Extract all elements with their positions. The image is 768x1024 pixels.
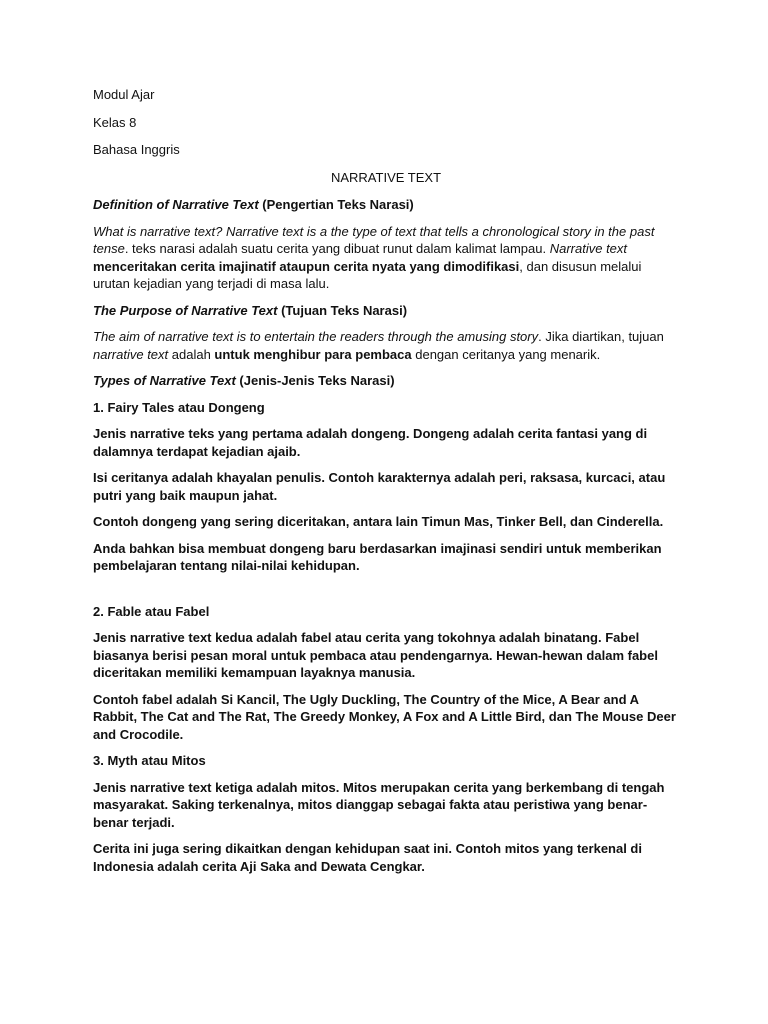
document-title: NARRATIVE TEXT [330,169,442,185]
purpose-bold: untuk menghibur para pembaca [214,346,412,362]
definition-text-en: What is narrative text? Narrative text is a the type of text that tells a chronological story in the past tense [93,223,655,256]
types-heading-id: (Jenis-Jenis Teks Narasi) [235,373,395,388]
purpose-end: dengan ceritanya yang menarik. [411,346,601,362]
fairy-paragraph-3: Contoh dongeng yang sering diceritakan, antara lain Timun Mas, Tinker Bell, dan Cinderella. [93,514,664,529]
fable-heading: 2. Fable atau Fabel [93,603,210,619]
fairy-heading: 1. Fairy Tales atau Dongeng [93,399,265,415]
myth-heading: 3. Myth atau Mitos [93,753,206,768]
myth-paragraph-2: Cerita ini juga sering dikaitkan dengan kehidupan saat ini. Contoh mitos yang terkenal di Indonesia adalah cerita Aji Saka and Dewata Cengkar. [93,841,642,874]
definition-heading [93,196,679,214]
purpose-heading [93,302,679,320]
purpose-term: narrative text [93,346,169,362]
definition-heading-en: Definition of Narrative Text [93,197,259,212]
types-heading [93,372,679,390]
purpose-heading-id: (Tujuan Teks Narasi) [277,302,408,318]
types-heading-en: Types of Narrative Text [93,373,236,388]
fable-paragraph-2: Contoh fabel adalah Si Kancil, The Ugly Duckling, The Country of the Mice, A Bear and A Rabbit, The Cat and The Rat, The Greedy Monkey, A Fox and A Little Bird, dan The Mouse Deer and Crocodile. [93,691,676,742]
definition-end: , dan disusun melalui urutan kejadian yang terjadi di masa lalu. [93,258,642,291]
header-class: Kelas 8 [93,114,137,130]
purpose-heading-en: The Purpose of Narrative Text [93,302,278,318]
fairy-paragraph-4: Anda bahkan bisa membuat dongeng baru berdasarkan imajinasi sendiri untuk memberikan pembelajaran tentang nilai-nilai kehidupan. [93,540,662,573]
fairy-paragraph-1: Jenis narrative teks yang pertama adalah dongeng. Dongeng adalah cerita fantasi yang di dalamnya terdapat kejadian ajaib. [93,426,648,459]
definition-paragraph [93,223,679,293]
purpose-paragraph: The aim of narrative text is to entertain the readers through the amusing story. Jika diartikan, tujuan narrative text adalah untuk menghibur para pembaca dengan ceritanya yang menarik. [93,329,664,362]
document-body [93,86,679,884]
blank-line [93,584,679,603]
header-subject: Bahasa Inggris [93,142,180,157]
purpose-text-id: . Jika diartikan, tujuan [538,329,664,344]
purpose-text-en: The aim of narrative text is to entertain the readers through the amusing story [93,329,539,344]
fable-paragraph-1: Jenis narrative text kedua adalah fabel atau cerita yang tokohnya adalah binatang. Fabel biasanya berisi pesan moral untuk pembaca atau pendengarnya. Hewan-hewan dalam fabel diceritakan memiliki kemampuan layaknya manusia. [93,630,658,680]
definition-heading-id: (Pengertian Teks Narasi) [258,197,414,212]
header-module: Modul Ajar [93,87,155,102]
definition-text-id: . teks narasi adalah suatu cerita yang dibuat runut dalam kalimat lampau. [124,241,550,256]
myth-paragraph-1: Jenis narrative text ketiga adalah mitos. Mitos merupakan cerita yang berkembang di tengah masyarakat. Saking terkenalnya, mitos dianggap sebagai fakta atau peristiwa yang benar-benar terjadi. [93,779,665,830]
definition-bold: menceritakan cerita imajinatif ataupun cerita nyata yang dimodifikasi [93,258,520,274]
definition-term: Narrative text [549,241,628,256]
fairy-paragraph-2: Isi ceritanya adalah khayalan penulis. Contoh karakternya adalah peri, raksasa, kurcaci, atau putri yang baik maupun jahat. [93,470,666,503]
